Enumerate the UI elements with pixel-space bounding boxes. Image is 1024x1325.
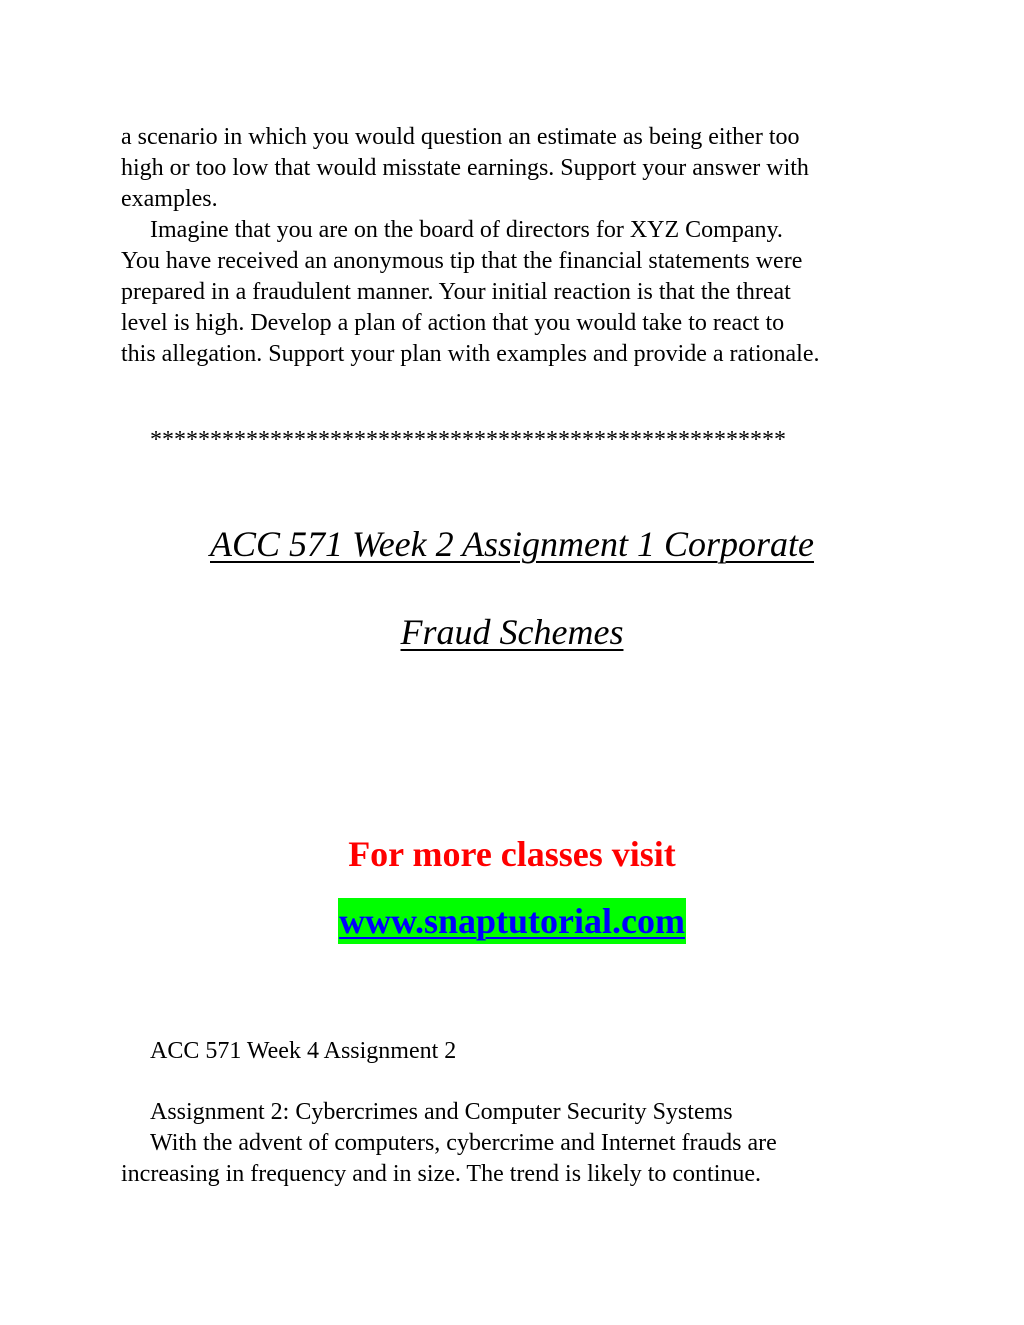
intro-line: a scenario in which you would question an estimate as being either too — [121, 124, 800, 150]
assignment-line: With the advent of computers, cybercrime and Internet frauds are — [150, 1130, 777, 1156]
intro-line: You have received an anonymous tip that the financial statements were — [121, 248, 803, 274]
assignment-line: Assignment 2: Cybercrimes and Computer Security Systems — [150, 1099, 733, 1125]
week4-title-block — [121, 1036, 921, 1067]
separator-stars: ***************************************************** — [150, 427, 786, 453]
intro-line: high or too low that would misstate earnings. Support your answer with — [121, 155, 809, 181]
assignment-line: increasing in frequency and in size. The trend is likely to continue. — [121, 1161, 762, 1187]
assignment-paragraph — [121, 1097, 921, 1190]
intro-paragraph — [121, 122, 921, 370]
snaptutorial-link[interactable]: www.snaptutorial.com — [338, 898, 686, 944]
promo-heading: For more classes visit — [348, 834, 676, 874]
promo-link-wrap — [0, 898, 1024, 944]
week4-title: ACC 571 Week 4 Assignment 2 — [150, 1038, 457, 1064]
intro-line: this allegation. Support your plan with examples and provide a rationale. — [121, 341, 820, 367]
intro-line: examples. — [121, 186, 218, 212]
intro-line: Imagine that you are on the board of directors for XYZ Company. — [150, 217, 783, 243]
heading-line-2: Fraud Schemes — [400, 612, 624, 652]
intro-line: prepared in a fraudulent manner. Your initial reaction is that the threat — [121, 279, 791, 305]
heading-line-1: ACC 571 Week 2 Assignment 1 Corporate — [210, 524, 814, 564]
intro-line: level is high. Develop a plan of action that you would take to react to — [121, 310, 785, 336]
